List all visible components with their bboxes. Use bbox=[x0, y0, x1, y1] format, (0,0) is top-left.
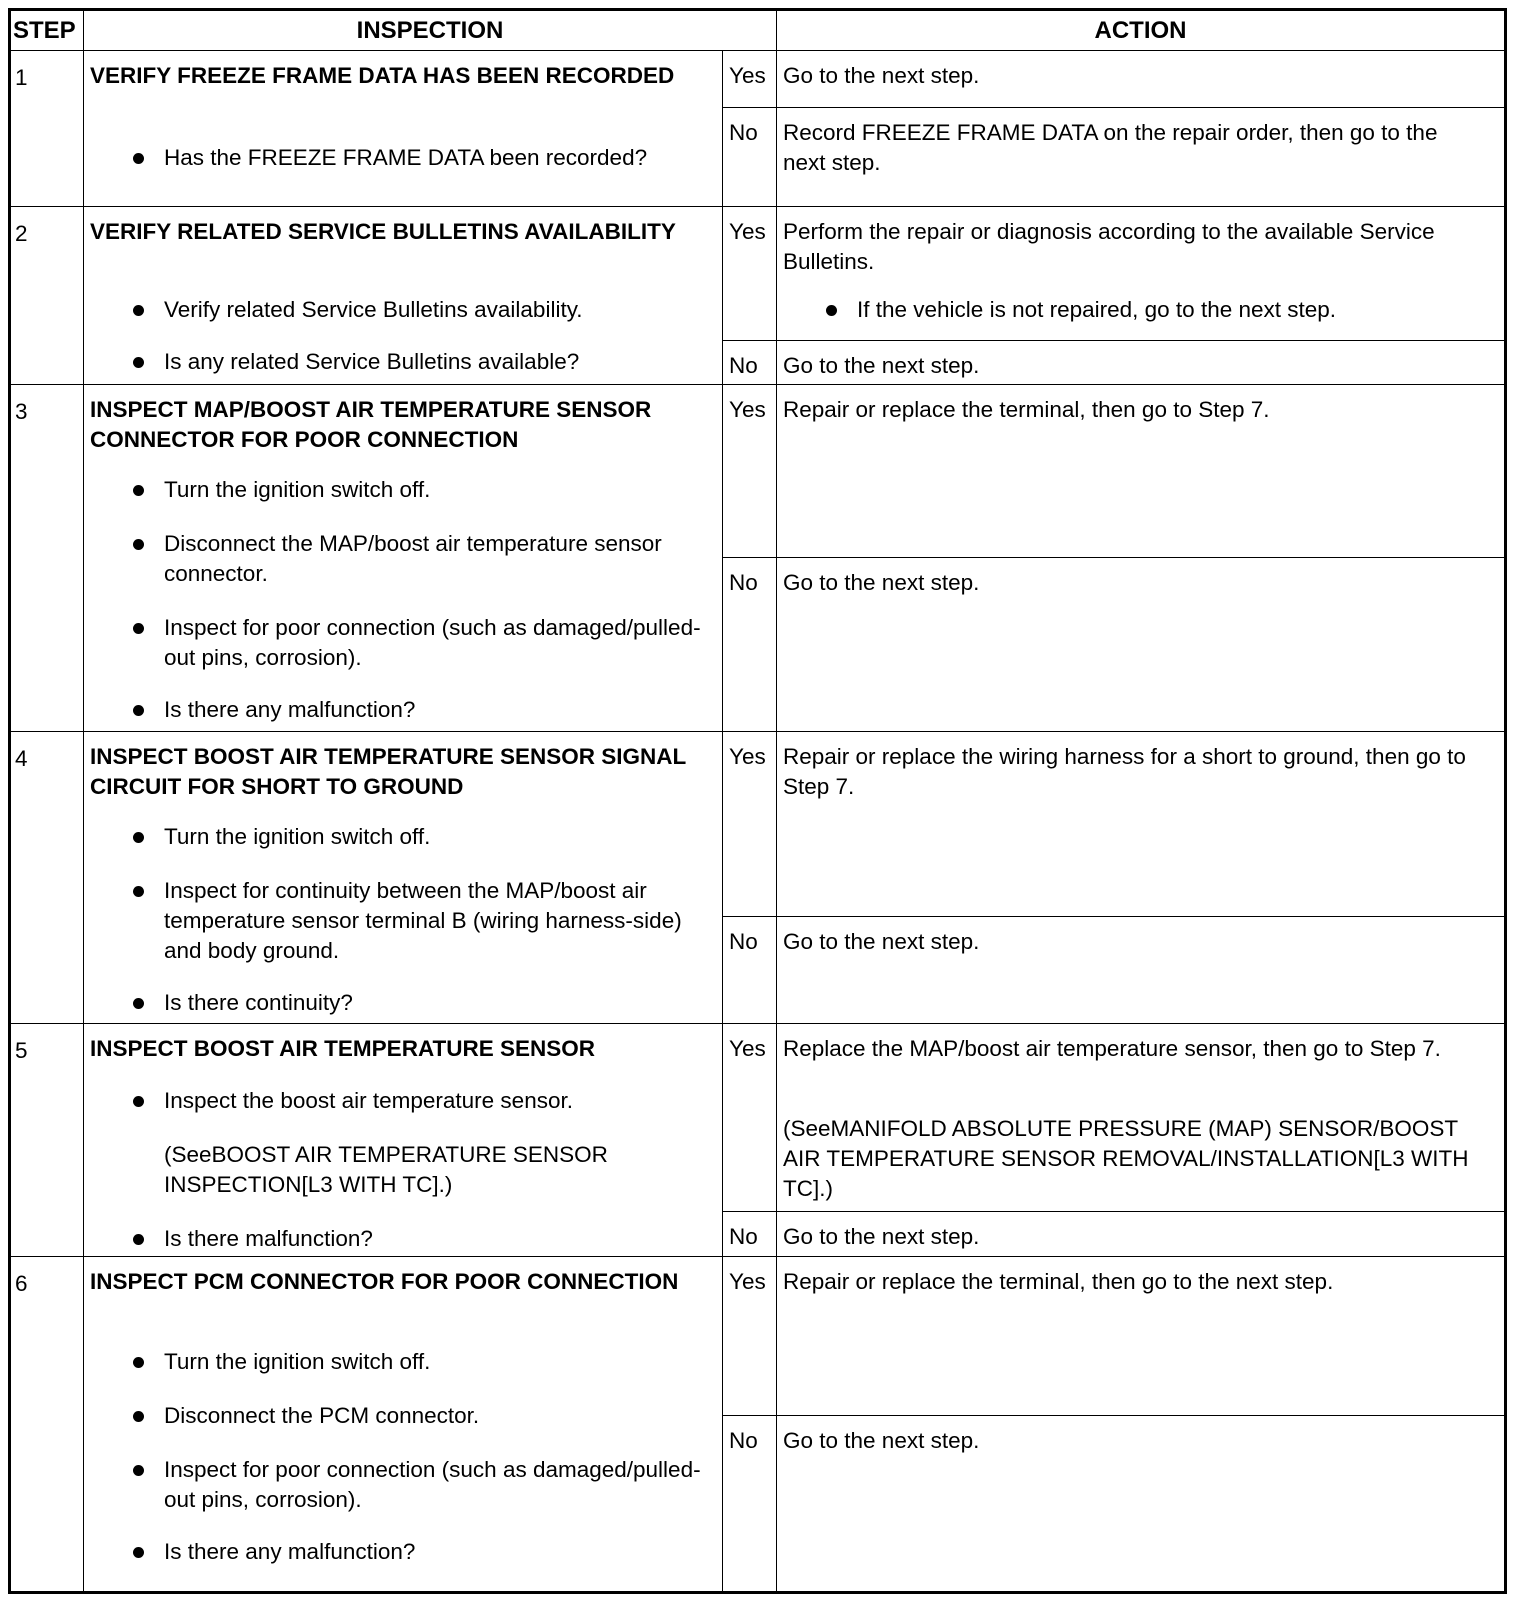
no-action: Go to the next step. bbox=[783, 570, 980, 595]
bullet-icon bbox=[133, 485, 144, 496]
inspection-bullet: Is there any malfunction? bbox=[164, 1537, 704, 1567]
step-title: INSPECT PCM CONNECTOR FOR POOR CONNECTION bbox=[90, 1269, 679, 1294]
yes-label: Yes bbox=[729, 744, 766, 769]
inspection-bullet: Inspect for poor connection (such as damaged/pulled-out pins, corrosion). bbox=[164, 613, 704, 673]
no-label: No bbox=[729, 570, 758, 595]
step-number: 3 bbox=[15, 399, 28, 424]
step-number: 1 bbox=[15, 65, 28, 90]
yes-label: Yes bbox=[729, 63, 766, 88]
yes-label: Yes bbox=[729, 1269, 766, 1294]
step-title: INSPECT BOOST AIR TEMPERATURE SENSOR bbox=[90, 1036, 596, 1061]
header-inspection: INSPECTION bbox=[84, 11, 777, 50]
yes-reference-note: (SeeMANIFOLD ABSOLUTE PRESSURE (MAP) SENSOR/BOOST AIR TEMPERATURE SENSOR REMOVAL/INSTALLATION[L3 WITH TC].) bbox=[783, 1116, 1469, 1201]
yes-action: Go to the next step. bbox=[783, 63, 980, 88]
bullet-icon bbox=[133, 1234, 144, 1245]
inspection-bullet: Is there any malfunction? bbox=[164, 695, 704, 725]
yes-action: Repair or replace the terminal, then go to the next step. bbox=[783, 1269, 1334, 1294]
header-step: STEP bbox=[11, 11, 84, 50]
no-action: Go to the next step. bbox=[783, 1428, 980, 1453]
yes-label: Yes bbox=[729, 1036, 766, 1061]
bullet-icon bbox=[133, 832, 144, 843]
bullet-icon bbox=[133, 1465, 144, 1476]
no-action: Go to the next step. bbox=[783, 929, 980, 954]
bullet-icon bbox=[133, 623, 144, 634]
no-action: Record FREEZE FRAME DATA on the repair order, then go to the next step. bbox=[783, 120, 1438, 175]
bullet-icon bbox=[133, 153, 144, 164]
no-action: Go to the next step. bbox=[783, 1224, 980, 1249]
bullet-icon bbox=[133, 1357, 144, 1368]
inspection-bullet: Disconnect the MAP/boost air temperature sensor connector. bbox=[164, 529, 704, 589]
step-number: 4 bbox=[15, 746, 28, 771]
no-label: No bbox=[729, 1428, 758, 1453]
inspection-bullet: Disconnect the PCM connector. bbox=[164, 1401, 704, 1431]
inspection-bullet: Turn the ignition switch off. bbox=[164, 475, 704, 505]
step-row-4 bbox=[11, 732, 1504, 1024]
bullet-icon bbox=[133, 305, 144, 316]
step-number: 5 bbox=[15, 1038, 28, 1063]
bullet-icon bbox=[133, 705, 144, 716]
bullet-icon bbox=[133, 998, 144, 1009]
yes-action: Replace the MAP/boost air temperature sensor, then go to Step 7. bbox=[783, 1036, 1441, 1061]
yes-label: Yes bbox=[729, 397, 766, 422]
step-row-2 bbox=[11, 207, 1504, 385]
inspection-bullet: Has the FREEZE FRAME DATA been recorded? bbox=[164, 143, 704, 173]
step-title: VERIFY FREEZE FRAME DATA HAS BEEN RECORDED bbox=[90, 63, 675, 88]
inspection-bullet: Is there continuity? bbox=[164, 988, 704, 1018]
yes-action: Repair or replace the terminal, then go to Step 7. bbox=[783, 397, 1270, 422]
inspection-bullet: Inspect for continuity between the MAP/boost air temperature sensor terminal B (wiring harness-side) and body ground. bbox=[164, 876, 704, 966]
bullet-icon bbox=[133, 886, 144, 897]
step-title: VERIFY RELATED SERVICE BULLETINS AVAILABILITY bbox=[90, 219, 676, 244]
bullet-icon bbox=[133, 1411, 144, 1422]
inspection-bullet: Turn the ignition switch off. bbox=[164, 1347, 704, 1377]
step-row-1 bbox=[11, 51, 1504, 207]
yes-action: Repair or replace the wiring harness for a short to ground, then go to Step 7. bbox=[783, 744, 1466, 799]
bullet-icon bbox=[826, 305, 837, 316]
yes-action: Perform the repair or diagnosis according to the available Service Bulletins. bbox=[783, 219, 1435, 274]
inspection-bullet: Verify related Service Bulletins availability. bbox=[164, 295, 704, 325]
no-label: No bbox=[729, 1224, 758, 1249]
inspection-bullet: Inspect the boost air temperature sensor. bbox=[164, 1086, 704, 1116]
inspection-bullet: Is there malfunction? bbox=[164, 1224, 704, 1254]
yes-label: Yes bbox=[729, 219, 766, 244]
bullet-icon bbox=[133, 539, 144, 550]
inspection-bullet: Is any related Service Bulletins available? bbox=[164, 347, 704, 377]
bullet-icon bbox=[133, 1547, 144, 1558]
no-label: No bbox=[729, 120, 758, 145]
no-action: Go to the next step. bbox=[783, 353, 980, 378]
inspection-bullet: Inspect for poor connection (such as damaged/pulled-out pins, corrosion). bbox=[164, 1455, 704, 1515]
bullet-icon bbox=[133, 357, 144, 368]
step-number: 6 bbox=[15, 1271, 28, 1296]
step-title: INSPECT BOOST AIR TEMPERATURE SENSOR SIGNAL CIRCUIT FOR SHORT TO GROUND bbox=[90, 744, 686, 799]
diagnostic-table bbox=[8, 8, 1507, 1594]
step-row-6 bbox=[11, 1257, 1504, 1591]
action-bullet: If the vehicle is not repaired, go to the next step. bbox=[857, 295, 1477, 325]
step-number: 2 bbox=[15, 221, 28, 246]
no-label: No bbox=[729, 929, 758, 954]
step-row-3 bbox=[11, 385, 1504, 732]
reference-note: (SeeBOOST AIR TEMPERATURE SENSOR INSPECTION[L3 WITH TC].) bbox=[164, 1142, 608, 1197]
header-action: ACTION bbox=[1094, 16, 1187, 44]
step-title: INSPECT MAP/BOOST AIR TEMPERATURE SENSOR CONNECTOR FOR POOR CONNECTION bbox=[90, 397, 652, 452]
bullet-icon bbox=[133, 1096, 144, 1107]
step-row-5 bbox=[11, 1024, 1504, 1257]
no-label: No bbox=[729, 353, 758, 378]
table-header bbox=[11, 11, 1504, 51]
inspection-bullet: Turn the ignition switch off. bbox=[164, 822, 704, 852]
